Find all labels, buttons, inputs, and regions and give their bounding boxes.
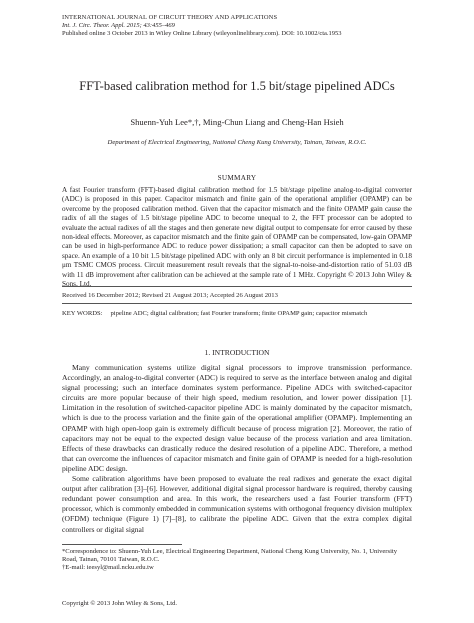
footnote-rule bbox=[62, 544, 182, 545]
section-body bbox=[62, 363, 412, 535]
summary-text: A fast Fourier transform (FFT)-based digital calibration method for 1.5 bit/stage pipeline analog-to-digital converter (ADC) is proposed in this paper. Capacitor mismatch and finite gain of the operational amplifier (OPAMP) can be overcome by the proposed calibration method. Given that the capacitor mismatch and the finite OPAMP gain cause the radix of all the stages of 1.5 bit/stage pipeline ADC to become unequal to 2, the FFT processor can be adopted to evaluate the actual radixes of all the stages and then generate new digital output to compensate for error caused by these non-ideal effects. Moreover, as capacitor mismatch and the finite gain of OPAMP can be compensated, low-gain OPAMP can be used in high-performance ADC to reduce power dissipation; a small capacitor can then be adopted to save on space. An example of a 10 bit 1.5 bit/stage pipelined ADC with only an 8 bit circuit performance is implemented in 0.18 μm TSMC CMOS process. Circuit measurement result reveals that the signal-to-noise-and-distortion ratio of 51.03 dB with 11 dB improvement after calibration can be achieved at the sample rate of 1 MHz. Copyright © 2013 John Wiley & Sons, Ltd. bbox=[62, 186, 412, 289]
keywords-label: KEY WORDS: bbox=[62, 310, 103, 317]
article-title: FFT-based calibration method for 1.5 bit/stage pipelined ADCs bbox=[79, 79, 395, 93]
journal-citation: Int. J. Circ. Theor. Appl. 2015; 43:455–469 bbox=[62, 22, 175, 29]
affiliation: Department of Electrical Engineering, National Cheng Kung University, Tainan, Taiwan, R.O.C. bbox=[107, 139, 367, 146]
copyright-notice: Copyright © 2013 John Wiley & Sons, Ltd. bbox=[62, 600, 178, 607]
keywords-text: pipeline ADC; digital calibration; fast Fourier transform; finite OPAMP gain; capacitor mismatch bbox=[110, 310, 368, 317]
divider-rule bbox=[62, 303, 412, 304]
author-list: Shuenn-Yuh Lee*,†, Ming-Chun Liang and Cheng-Han Hsieh bbox=[130, 117, 344, 127]
journal-published: Published online 3 October 2013 in Wiley Online Library (wileyonlinelibrary.com). DOI: 10.1002/cta.1953 bbox=[62, 30, 342, 37]
footnote-email: †E-mail: ieesyl@mail.ncku.edu.tw bbox=[62, 564, 154, 572]
summary-heading: SUMMARY bbox=[217, 174, 257, 182]
received-dates: Received 16 December 2012; Revised 21 August 2013; Accepted 26 August 2013 bbox=[62, 292, 278, 299]
footnote-correspondence: *Correspondence to: Shuenn-Yuh Lee, Electrical Engineering Department, National Cheng Kung University, No. 1, University Road, Tainan, 70101 Taiwan, R.O.C. bbox=[62, 548, 398, 564]
body-paragraph: Some calibration algorithms have been proposed to evaluate the real radixes and generate the exact digital output after calibration [3]–[6]. However, additional digital signal processor hardware is required, thereby causing redundant power consumption and area. In this work, the researchers used a fast Fourier transform (FFT) processor, which is commonly embedded in communication systems with orthogonal frequency division multiplex (OFDM) technique (Figure 1) [7]–[8], to calibrate the pipeline ADC. Given that the extra complex digital controllers or digital signal bbox=[62, 474, 412, 534]
journal-header bbox=[62, 14, 342, 38]
section-heading: 1. INTRODUCTION bbox=[204, 348, 270, 357]
divider-rule bbox=[62, 286, 412, 287]
keywords bbox=[62, 310, 412, 317]
footnotes bbox=[62, 548, 412, 573]
journal-name: INTERNATIONAL JOURNAL OF CIRCUIT THEORY AND APPLICATIONS bbox=[62, 14, 278, 21]
body-paragraph: Many communication systems utilize digital signal processors to improve transmission performance. Accordingly, an analog-to-digital converter (ADC) is required to serve as the interface between analog and digital signal processing; such an interface dominates system performance. Pipeline ADCs with switched-capacitor circuits are more popular because of their high speed, medium resolution, and lower power dissipation [1]. Limitation in the resolution of switched-capacitor pipeline ADC is mainly dominated by the capacitor mismatch, which is due to the process variation and the finite gain of the operational amplifier (OPAMP). Implementing an OPAMP with high open-loop gain is extremely difficult because of process migration [2]. Moreover, the ratio of capacitors may not be equal to the expected design value because of the process variation and area limitation. Effects of these drawbacks can drastically reduce the desired resolution of a pipeline ADC. Therefore, a method that can overcome the influences of capacitor mismatch and finite gain of OPAMP is needed for a high-resolution pipeline ADC design. bbox=[62, 363, 412, 473]
